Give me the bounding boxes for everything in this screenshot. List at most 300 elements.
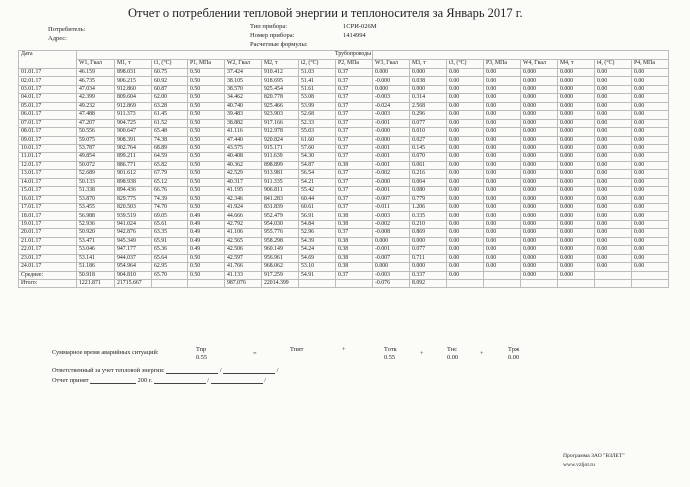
device-number-value: 1414994 (343, 32, 366, 39)
table-cell: 0.000 (558, 69, 595, 77)
table-cell: 51.61 (299, 85, 336, 93)
table-cell: 54.91 (299, 271, 336, 279)
table-cell: 0.000 (521, 237, 558, 245)
table-cell: 0.50 (188, 77, 225, 85)
table-cell: 0.00 (484, 111, 521, 119)
table-row (19, 237, 669, 245)
table-cell: 0.00 (595, 136, 632, 144)
table-cell: 0.38 (336, 254, 373, 262)
column-header: W1, Гкал (77, 60, 115, 69)
table-cell: 53.99 (299, 102, 336, 110)
responsible-name-line (166, 367, 218, 374)
table-cell: 0.00 (447, 69, 484, 77)
table-cell: 0.38 (336, 263, 373, 271)
table-cell: 0.00 (484, 144, 521, 152)
table-row (19, 254, 669, 262)
table-cell: 915.171 (262, 144, 299, 152)
table-cell: 54.87 (299, 161, 336, 169)
table-cell: 0.00 (484, 246, 521, 254)
table-cell: 61.60 (299, 136, 336, 144)
table-cell: 0.50 (188, 204, 225, 212)
table-cell: 41.116 (225, 128, 262, 136)
column-header: t1, (°C) (152, 60, 188, 69)
table-cell: 0.00 (447, 153, 484, 161)
table-cell: 0.000 (558, 111, 595, 119)
table-cell: 0.000 (373, 263, 410, 271)
table-row (19, 77, 669, 85)
table-row (19, 220, 669, 228)
consumer-label: Потребитель: (48, 26, 86, 33)
table-cell: 0.00 (595, 128, 632, 136)
table-cell (558, 279, 595, 287)
table-cell: 0.000 (521, 111, 558, 119)
device-type-value: 1СРИ-026М (343, 23, 377, 30)
table-cell: 0.00 (595, 85, 632, 93)
table-cell: 0.38 (336, 161, 373, 169)
table-cell: 40.408 (225, 153, 262, 161)
row-label-cell: 20.01.17 (19, 229, 77, 237)
table-cell: 57.60 (299, 144, 336, 152)
table-cell: 0.38 (336, 212, 373, 220)
row-label-cell: 09.01.17 (19, 136, 77, 144)
table-cell: 0.000 (558, 144, 595, 152)
table-cell: 0.00 (484, 212, 521, 220)
table-cell: 899.211 (115, 153, 152, 161)
table-cell: 50.133 (77, 178, 115, 186)
table-cell: 42.506 (225, 246, 262, 254)
table-cell: 0.50 (188, 119, 225, 127)
table-cell: 0.00 (447, 144, 484, 152)
table-cell: 0.000 (558, 119, 595, 127)
table-row (19, 94, 669, 102)
table-row (19, 195, 669, 203)
table-cell: 0.00 (447, 102, 484, 110)
table-cell: 912.869 (115, 102, 152, 110)
table-cell: 906.215 (115, 77, 152, 85)
table-cell: 0.00 (484, 170, 521, 178)
table-row (19, 161, 669, 169)
table-cell: 0.070 (410, 153, 447, 161)
table-cell: 0.216 (410, 170, 447, 178)
table-cell: 74.38 (152, 136, 188, 144)
row-label-cell: Итого: (19, 279, 77, 287)
table-cell: -0.007 (373, 195, 410, 203)
table-row (19, 119, 669, 127)
table-row (19, 229, 669, 237)
table-cell (484, 271, 521, 279)
table-cell: 0.00 (632, 204, 669, 212)
column-header: P4, МПа (632, 60, 669, 69)
table-cell: 39.483 (225, 111, 262, 119)
table-cell: 0.00 (595, 161, 632, 169)
table-cell: 0.00 (632, 77, 669, 85)
device-number-label: Номер прибора: (250, 32, 295, 39)
table-cell: 0.50 (188, 187, 225, 195)
table-cell: 0.000 (521, 136, 558, 144)
row-label-cell: 16.01.17 (19, 195, 77, 203)
table-cell: -0.000 (373, 178, 410, 186)
table-cell: 0.779 (410, 195, 447, 203)
table-cell: 0.077 (410, 119, 447, 127)
table-cell: 54.84 (299, 220, 336, 228)
table-cell: 0.50 (188, 153, 225, 161)
table-cell (299, 279, 336, 287)
accepted-year: 200 (137, 377, 148, 384)
table-cell: 0.00 (595, 212, 632, 220)
table-cell: -0.001 (373, 246, 410, 254)
table-cell: 841.283 (262, 195, 299, 203)
row-label-cell: 11.01.17 (19, 153, 77, 161)
table-row (19, 263, 669, 271)
table-cell: 923.903 (262, 111, 299, 119)
table-cell: 42.529 (225, 170, 262, 178)
table-cell: -0.002 (373, 220, 410, 228)
table-cell: 65.48 (152, 128, 188, 136)
table-cell: 54.69 (299, 254, 336, 262)
table-cell: 917.166 (262, 119, 299, 127)
table-cell: 0.00 (632, 94, 669, 102)
table-cell: 0.000 (521, 85, 558, 93)
table-cell: 0.000 (373, 85, 410, 93)
table-cell: 0.37 (336, 69, 373, 77)
table-cell: 911.373 (115, 111, 152, 119)
table-cell: 65.70 (152, 271, 188, 279)
table-cell: 0.000 (521, 212, 558, 220)
table-row (19, 212, 669, 220)
table-cell: 0.37 (336, 128, 373, 136)
table-cell: 69.05 (152, 212, 188, 220)
table-cell: 0.000 (521, 128, 558, 136)
table-row (19, 187, 669, 195)
table-cell: 53.787 (77, 144, 115, 152)
table-cell: 0.010 (410, 128, 447, 136)
table-cell: 0.711 (410, 254, 447, 262)
table-cell: 0.000 (558, 187, 595, 195)
table-cell: 0.000 (521, 178, 558, 186)
table-cell: 62.95 (152, 263, 188, 271)
table-cell: 0.869 (410, 229, 447, 237)
table-cell: 0.50 (188, 136, 225, 144)
table-cell: 0.00 (447, 212, 484, 220)
table-cell: 0.00 (632, 195, 669, 203)
table-cell: 0.00 (447, 178, 484, 186)
table-cell: 1.206 (410, 204, 447, 212)
address-label: Адрес: (48, 35, 67, 42)
plus-sign-2: + (420, 350, 424, 357)
table-cell: -0.001 (373, 144, 410, 152)
table-cell: -0.003 (373, 212, 410, 220)
row-label-cell: 15.01.17 (19, 187, 77, 195)
table-cell: 0.50 (188, 144, 225, 152)
row-label-cell: 18.01.17 (19, 212, 77, 220)
table-cell: 0.00 (447, 263, 484, 271)
row-label-cell: 24.01.17 (19, 263, 77, 271)
plus-sign-3: + (480, 350, 484, 357)
row-label-cell: 03.01.17 (19, 85, 77, 93)
table-cell: 0.000 (410, 69, 447, 77)
table-cell: 954.964 (115, 263, 152, 271)
table-cell: 52.68 (299, 111, 336, 119)
total-row (19, 279, 669, 287)
table-cell: 0.145 (410, 144, 447, 152)
table-cell: 894.436 (115, 187, 152, 195)
table-cell: 900.647 (115, 128, 152, 136)
table-cell: 0.00 (447, 204, 484, 212)
table-cell: 62.00 (152, 94, 188, 102)
table-cell: 1221.871 (77, 279, 115, 287)
table-cell: 958.298 (262, 237, 299, 245)
table-cell: 0.00 (595, 69, 632, 77)
table-cell: 0.000 (558, 94, 595, 102)
table-cell (152, 279, 188, 287)
table-cell: 47.207 (77, 119, 115, 127)
table-cell: -0.003 (373, 94, 410, 102)
column-header: M1, т (115, 60, 152, 69)
table-cell: 0.00 (484, 161, 521, 169)
table-cell: 0.37 (336, 271, 373, 279)
table-cell: 908.391 (115, 136, 152, 144)
row-label-cell: 04.01.17 (19, 94, 77, 102)
table-cell: 0.37 (336, 94, 373, 102)
table-cell: 0.49 (188, 212, 225, 220)
table-cell: 0.00 (595, 246, 632, 254)
table-row (19, 111, 669, 119)
table-row (19, 69, 669, 77)
table-cell: 41.766 (225, 263, 262, 271)
table-cell: 53.870 (77, 195, 115, 203)
table-cell: 41.924 (225, 204, 262, 212)
table-cell: 0.38 (336, 246, 373, 254)
table-row (19, 153, 669, 161)
table-cell: 0.00 (595, 102, 632, 110)
table-row (19, 85, 669, 93)
table-cell: 0.000 (521, 69, 558, 77)
website-text: www.vzljot.ru (563, 462, 595, 468)
table-cell: 0.00 (632, 153, 669, 161)
table-cell: 829.775 (115, 195, 152, 203)
table-cell: 54.21 (299, 178, 336, 186)
table-cell: 0.00 (447, 237, 484, 245)
table-cell: 0.50 (188, 178, 225, 186)
table-cell (336, 279, 373, 287)
table-cell: 898.031 (115, 69, 152, 77)
table-cell (521, 279, 558, 287)
table-cell: 0.00 (595, 178, 632, 186)
row-label-cell: 07.01.17 (19, 119, 77, 127)
row-label-cell: Среднее: (19, 271, 77, 279)
table-cell: 0.00 (484, 195, 521, 203)
table-cell: 0.38 (336, 237, 373, 245)
table-cell: 46.159 (77, 69, 115, 77)
table-cell: 0.37 (336, 178, 373, 186)
table-cell: -0.001 (373, 187, 410, 195)
tnc-label: Tнс (447, 346, 458, 353)
table-cell: 0.000 (558, 128, 595, 136)
table-cell: -0.000 (373, 128, 410, 136)
table-cell: 0.000 (521, 271, 558, 279)
table-cell: 0.00 (484, 187, 521, 195)
table-cell: 0.50 (188, 254, 225, 262)
table-cell: 60.61 (299, 204, 336, 212)
table-cell: 0.00 (632, 85, 669, 93)
table-cell: 0.00 (484, 119, 521, 127)
report-title: Отчет о потреблении тепловой энергии и теплоносителя за Январь 2017 г. (128, 6, 523, 20)
table-cell: 0.000 (521, 263, 558, 271)
table-cell: 0.00 (595, 94, 632, 102)
responsible-text: Ответственный за учет тепловой энергии: (52, 367, 165, 374)
table-cell: 0.00 (632, 229, 669, 237)
table-cell: 0.49 (188, 237, 225, 245)
table-cell: 0.000 (558, 102, 595, 110)
table-cell: 51.186 (77, 263, 115, 271)
table-cell: 63.28 (152, 102, 188, 110)
table-cell: 0.00 (595, 195, 632, 203)
table-cell: 0.335 (410, 212, 447, 220)
table-cell: 820.503 (115, 204, 152, 212)
table-cell: 38.570 (225, 85, 262, 93)
table-cell: 0.50 (188, 161, 225, 169)
table-cell: 831.839 (262, 204, 299, 212)
table-cell: 0.00 (632, 144, 669, 152)
pipelines-group-header: Трубопроводы (335, 51, 371, 58)
table-cell: 52.936 (77, 220, 115, 228)
table-cell: 51.338 (77, 187, 115, 195)
table-cell: 0.00 (632, 111, 669, 119)
row-label-cell: 14.01.17 (19, 178, 77, 186)
table-cell: 944.037 (115, 254, 152, 262)
table-cell: 34.462 (225, 94, 262, 102)
responsible-signature-line (223, 367, 275, 374)
table-cell: 53.141 (77, 254, 115, 262)
table-cell: 55.42 (299, 187, 336, 195)
table-cell: 0.50 (188, 111, 225, 119)
table-cell: 0.000 (558, 271, 595, 279)
table-cell: 0.000 (410, 85, 447, 93)
table-cell: 74.70 (152, 204, 188, 212)
table-cell: 0.000 (558, 136, 595, 144)
table-cell: 939.519 (115, 212, 152, 220)
table-cell: 0.000 (558, 77, 595, 85)
table-cell: 0.00 (632, 161, 669, 169)
table-cell: 0.37 (336, 187, 373, 195)
row-label-cell: 17.01.17 (19, 204, 77, 212)
table-cell: 918.695 (262, 77, 299, 85)
table-cell: 945.349 (115, 237, 152, 245)
table-cell: 0.00 (447, 128, 484, 136)
table-cell: 0.000 (410, 263, 447, 271)
column-header: W3, Гкал (373, 60, 410, 69)
table-cell: 0.50 (188, 271, 225, 279)
table-cell: 0.00 (447, 170, 484, 178)
table-cell: 8.092 (410, 279, 447, 287)
table-row (19, 178, 669, 186)
table-cell: 0.000 (558, 204, 595, 212)
table-cell: 0.027 (410, 136, 447, 144)
table-cell: 52.689 (77, 170, 115, 178)
table-cell: 50.556 (77, 128, 115, 136)
table-cell: 0.337 (410, 271, 447, 279)
table-cell: 53.455 (77, 204, 115, 212)
table-cell: 0.000 (558, 195, 595, 203)
table-cell: 0.00 (484, 263, 521, 271)
table-cell: 65.36 (152, 246, 188, 254)
table-cell: 37.424 (225, 69, 262, 77)
table-cell: 0.00 (632, 187, 669, 195)
table-cell (595, 279, 632, 287)
table-cell: 0.00 (447, 229, 484, 237)
table-cell: 42.597 (225, 254, 262, 262)
accepted-name-line (154, 377, 206, 384)
table-cell: 41.195 (225, 187, 262, 195)
table-cell: 0.00 (595, 254, 632, 262)
table-cell (632, 271, 669, 279)
table-cell (188, 279, 225, 287)
table-cell: 21715.667 (115, 279, 152, 287)
table-cell: 56.91 (299, 212, 336, 220)
table-cell: 0.37 (336, 77, 373, 85)
slash-1: / (219, 367, 222, 374)
row-label-cell: 05.01.17 (19, 102, 77, 110)
table-cell: 60.87 (152, 85, 188, 93)
table-cell: 0.00 (484, 220, 521, 228)
table-cell: 51.03 (299, 69, 336, 77)
table-cell: 947.177 (115, 246, 152, 254)
accepted-date-line (90, 377, 136, 384)
table-cell: 954.030 (262, 220, 299, 228)
table-cell: 49.232 (77, 102, 115, 110)
table-cell: 0.00 (447, 94, 484, 102)
column-header: M3, т (410, 60, 447, 69)
table-cell: 0.000 (521, 119, 558, 127)
table-cell: 0.00 (632, 170, 669, 178)
row-label-cell: 08.01.17 (19, 128, 77, 136)
emergency-time-label: Суммарное время аварийных ситуаций: (52, 349, 159, 356)
table-cell: 52.33 (299, 119, 336, 127)
table-cell: 0.000 (558, 178, 595, 186)
table-cell (447, 279, 484, 287)
tnit-label: Tпит (290, 346, 304, 353)
table-cell: 0.038 (410, 77, 447, 85)
table-cell: 0.080 (410, 187, 447, 195)
table-cell: 66.76 (152, 187, 188, 195)
row-label-cell: 02.01.17 (19, 77, 77, 85)
table-cell: 0.000 (410, 237, 447, 245)
table-cell: 0.00 (595, 144, 632, 152)
table-cell: 0.000 (521, 94, 558, 102)
table-cell: 0.00 (632, 212, 669, 220)
table-cell: 912.978 (262, 128, 299, 136)
row-label-cell: 21.01.17 (19, 237, 77, 245)
table-cell: 0.37 (336, 102, 373, 110)
table-cell: 0.00 (484, 94, 521, 102)
table-cell: 60.44 (299, 195, 336, 203)
table-cell: 53.471 (77, 237, 115, 245)
table-cell: 0.000 (521, 102, 558, 110)
table-cell: 0.50 (188, 94, 225, 102)
average-row (19, 271, 669, 279)
table-cell: 902.764 (115, 144, 152, 152)
table-cell: -0.002 (373, 170, 410, 178)
table-cell: 0.000 (521, 153, 558, 161)
table-cell: 0.00 (632, 102, 669, 110)
table-cell: -0.011 (373, 204, 410, 212)
totk-label: Tотк (384, 346, 397, 353)
consumption-table (18, 50, 669, 288)
table-cell: 50.920 (77, 229, 115, 237)
table-cell: 50.072 (77, 161, 115, 169)
table-cell: 0.00 (484, 85, 521, 93)
table-cell: 912.860 (115, 85, 152, 93)
